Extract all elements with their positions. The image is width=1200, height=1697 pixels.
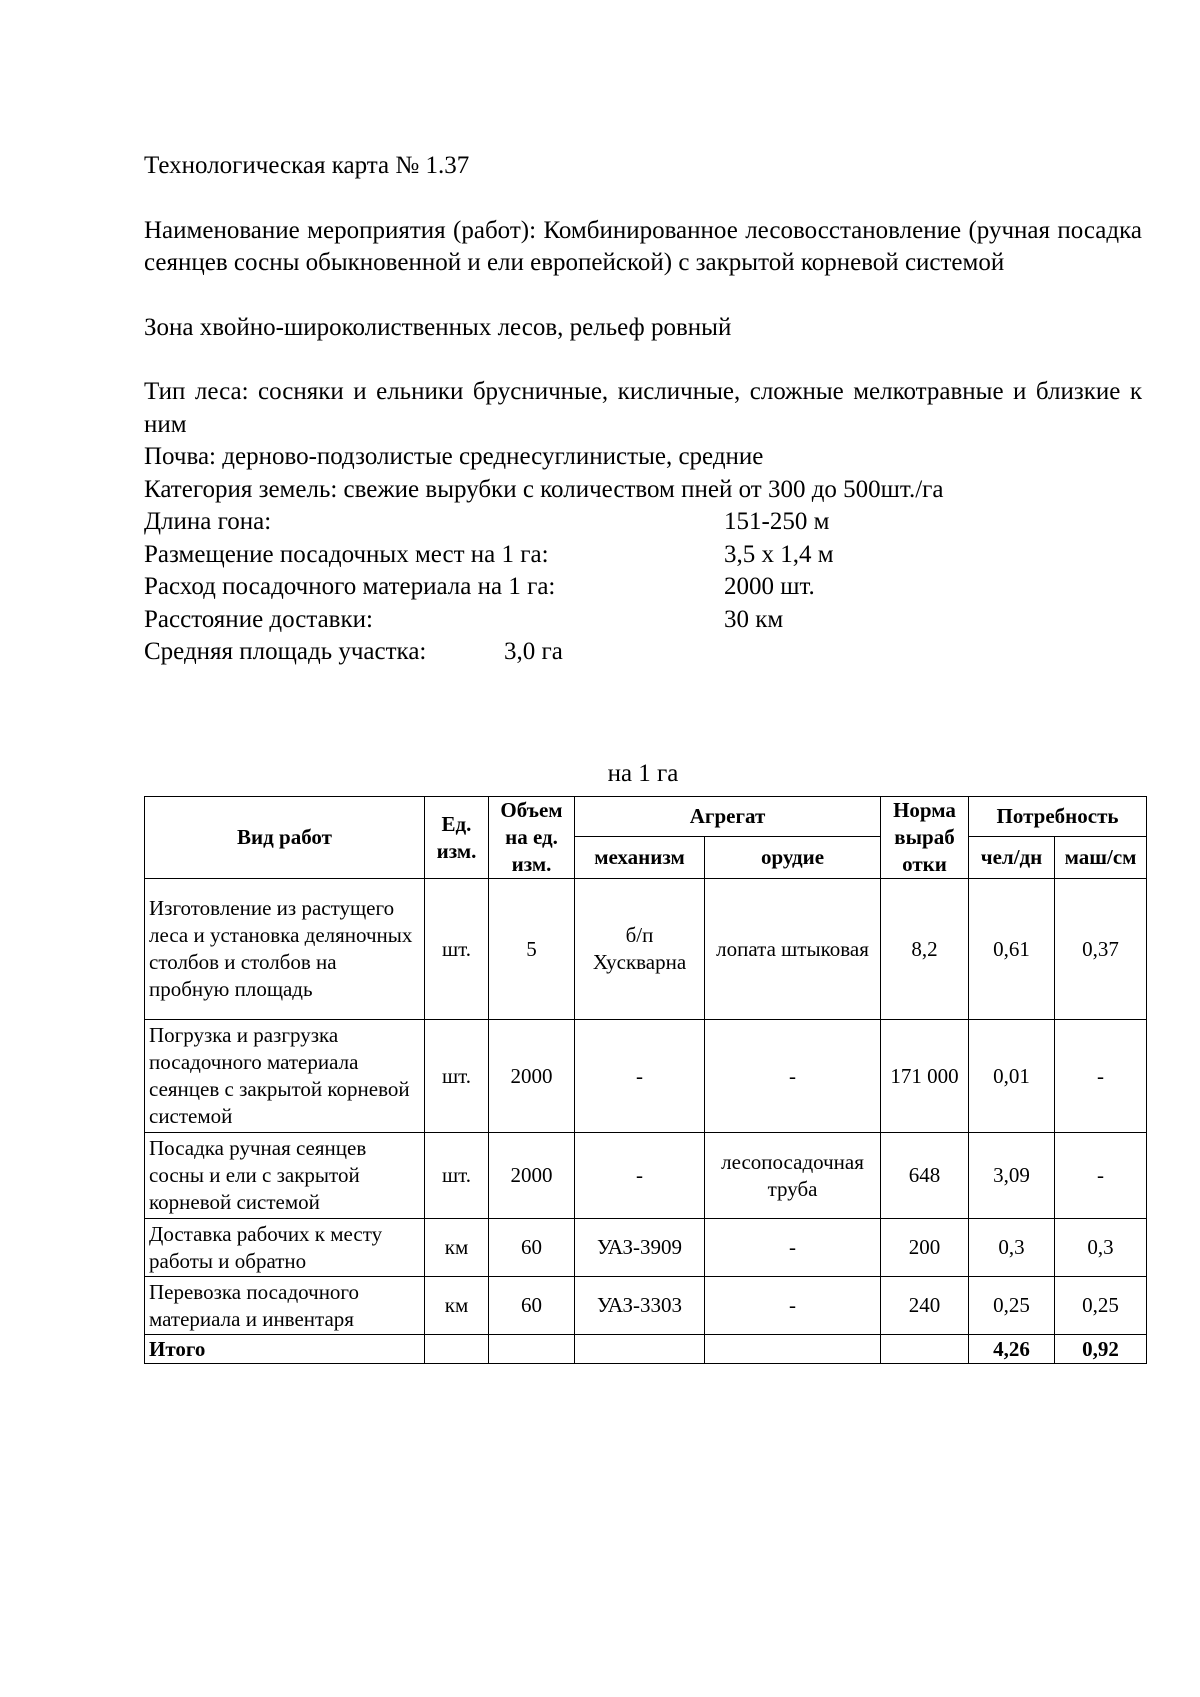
table-row [145, 879, 1147, 1020]
cell-mechanism: УАЗ-3303 [575, 1277, 705, 1335]
cell-tool: - [705, 1219, 881, 1277]
table-row [145, 1277, 1147, 1335]
cell-tool: - [705, 1020, 881, 1133]
zone-text: Зона хвойно-широколиственных лесов, рельеф ровный [144, 313, 732, 341]
param-value: 2000 шт. [724, 573, 815, 600]
cell-volume: 2000 [489, 1133, 575, 1219]
table-unit-caption: на 1 га [607, 760, 679, 787]
doc-title: Технологическая карта № 1.37 [144, 152, 470, 179]
cell-unit: км [425, 1219, 489, 1277]
header-tool: орудие [705, 837, 881, 879]
cell-norm: 648 [881, 1133, 969, 1219]
table-row [145, 1219, 1147, 1277]
document-page [144, 150, 1142, 1361]
cell-man-days: 0,61 [969, 879, 1055, 1020]
header-work-type: Вид работ [145, 797, 425, 879]
forest-type: Тип леса: сосняки и ельники брусничные, кисличные, сложные мелкотравные и близкие к ним [144, 378, 1142, 438]
param-row [144, 604, 1142, 637]
param-label: Расход посадочного материала на 1 га: [144, 573, 556, 600]
table-row [145, 1020, 1147, 1133]
work-table [144, 796, 1147, 1364]
cell-machine-shifts: 0,3 [1055, 1219, 1147, 1277]
empty-cell [489, 1335, 575, 1364]
cell-machine-shifts: 0,25 [1055, 1277, 1147, 1335]
cell-tool: лопата штыковая [705, 879, 881, 1020]
param-value: 3,0 га [504, 638, 563, 665]
cell-mechanism: б/п Хускварна [575, 879, 705, 1020]
table-row [145, 1133, 1147, 1219]
param-row [144, 539, 1142, 572]
cell-work: Посадка ручная сеянцев сосны и ели с закрытой корневой системой [145, 1133, 425, 1219]
cell-mechanism: УАЗ-3909 [575, 1219, 705, 1277]
land-category: Категория земель: свежие вырубки с количеством пней от 300 до 500шт./га [144, 475, 944, 503]
measure-name: Наименование мероприятия (работ): Комбинированное лесовосстановление (ручная посадка сеянцев сосны обыкновенной и ели европейской) с закрытой корневой системой [144, 216, 1142, 276]
param-label: Длина гона: [144, 508, 272, 535]
cell-unit: км [425, 1277, 489, 1335]
cell-man-days: 3,09 [969, 1133, 1055, 1219]
total-man-days: 4,26 [969, 1335, 1055, 1364]
cell-work: Погрузка и разгрузка посадочного материала сеянцев с закрытой корневой системой [145, 1020, 425, 1133]
cell-machine-shifts: - [1055, 1133, 1147, 1219]
header-aggregate: Агрегат [575, 797, 881, 837]
header-unit: Ед. изм. [425, 797, 489, 879]
empty-cell [575, 1335, 705, 1364]
header-mechanism: механизм [575, 837, 705, 879]
empty-cell [705, 1335, 881, 1364]
cell-man-days: 0,01 [969, 1020, 1055, 1133]
cell-work: Изготовление из растущего леса и установка деляночных столбов и столбов на пробную площадь [145, 879, 425, 1020]
empty-cell [425, 1335, 489, 1364]
cell-volume: 5 [489, 879, 575, 1020]
table-total-row [145, 1335, 1147, 1364]
cell-man-days: 0,25 [969, 1277, 1055, 1335]
param-row [144, 636, 1142, 669]
cell-norm: 200 [881, 1219, 969, 1277]
cell-unit: шт. [425, 1133, 489, 1219]
cell-volume: 2000 [489, 1020, 575, 1133]
param-label: Размещение посадочных мест на 1 га: [144, 540, 549, 568]
header-need: Потребность [969, 797, 1147, 837]
header-machine-shifts: маш/см [1055, 837, 1147, 879]
cell-work: Перевозка посадочного материала и инвентаря [145, 1277, 425, 1335]
cell-volume: 60 [489, 1219, 575, 1277]
cell-tool: - [705, 1277, 881, 1335]
empty-cell [881, 1335, 969, 1364]
param-row [144, 506, 1142, 539]
total-machine-shifts: 0,92 [1055, 1335, 1147, 1364]
table-header-row [145, 797, 1147, 837]
cell-man-days: 0,3 [969, 1219, 1055, 1277]
soil-text: Почва: дерново-подзолистые среднесуглинистые, средние [144, 443, 764, 470]
cell-volume: 60 [489, 1277, 575, 1335]
param-value: 3,5 х 1,4 м [724, 540, 834, 568]
param-row [144, 571, 1142, 604]
cell-mechanism: - [575, 1133, 705, 1219]
cell-norm: 240 [881, 1277, 969, 1335]
param-label: Расстояние доставки: [144, 605, 373, 633]
cell-mechanism: - [575, 1020, 705, 1133]
cell-machine-shifts: 0,37 [1055, 879, 1147, 1020]
param-value: 151-250 м [724, 508, 830, 535]
cell-machine-shifts: - [1055, 1020, 1147, 1133]
cell-norm: 8,2 [881, 879, 969, 1020]
cell-unit: шт. [425, 1020, 489, 1133]
param-value: 30 км [724, 605, 784, 633]
header-man-days: чел/дн [969, 837, 1055, 879]
cell-tool: лесопосадочная труба [705, 1133, 881, 1219]
param-label: Средняя площадь участка: [144, 638, 427, 665]
header-norm: Норма выраб отки [881, 797, 969, 879]
header-volume: Объем на ед. изм. [489, 797, 575, 879]
cell-norm: 171 000 [881, 1020, 969, 1133]
cell-unit: шт. [425, 879, 489, 1020]
cell-work: Доставка рабочих к месту работы и обратно [145, 1219, 425, 1277]
total-label: Итого [145, 1335, 425, 1364]
